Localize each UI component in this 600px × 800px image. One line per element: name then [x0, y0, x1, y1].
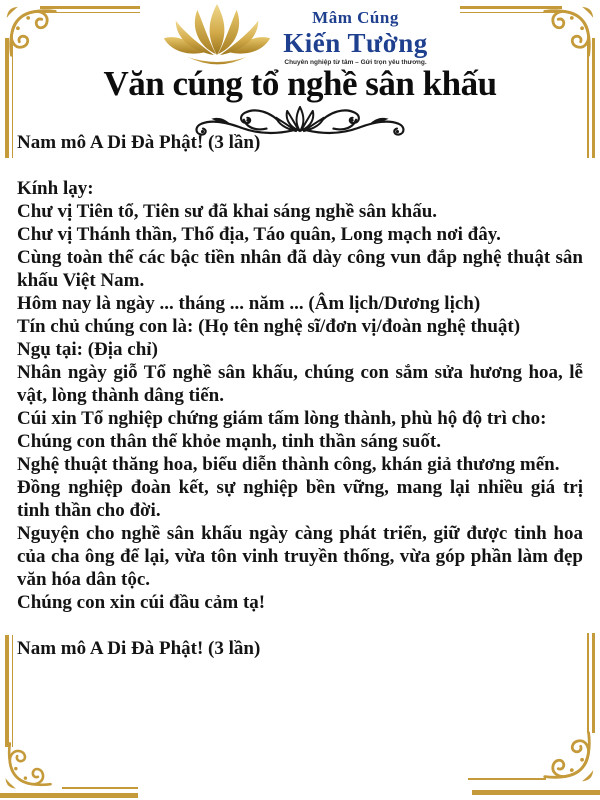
brand-name-bottom: Kiến Tường — [283, 28, 428, 58]
corner-flourish-icon — [541, 3, 597, 59]
prayer-line: Chúng con thân thể khỏe mạnh, tinh thần sáng suốt. — [17, 431, 441, 452]
frame-bottom-bar-left — [0, 793, 138, 798]
prayer-line: Cúi xin Tổ nghiệp chứng giám tấm lòng thành, phù hộ độ trì cho: — [17, 408, 547, 429]
page-title: Văn cúng tổ nghề sân khấu — [103, 64, 497, 103]
brand-tagline: Chuyên nghiệp từ tâm – Gửi trọn yêu thương. — [284, 59, 427, 66]
corner-flourish-icon — [541, 729, 597, 785]
prayer-line: Nam mô A Di Đà Phật! (3 lần) — [17, 638, 261, 659]
prayer-line: Nhân ngày giỗ Tổ nghề sân khấu, chúng con sắm sửa hương hoa, lễ vật, lòng thành dâng tiến. — [17, 362, 583, 406]
prayer-line: Chúng con xin cúi đầu cảm tạ! — [17, 592, 266, 613]
brand-name-top: Mâm Cúng — [312, 8, 399, 27]
corner-flourish-icon — [3, 3, 59, 59]
prayer-line: Nam mô A Di Đà Phật! (3 lần) — [17, 132, 261, 153]
prayer-text — [0, 131, 600, 660]
prayer-line: Kính lạy: — [17, 178, 94, 199]
prayer-line: Tín chủ chúng con là: (Họ tên nghệ sĩ/đơn vị/đoàn nghệ thuật) — [17, 316, 521, 337]
frame-bottom-line-left-inner — [62, 787, 138, 789]
prayer-line: Đồng nghiệp đoàn kết, sự nghiệp bền vững, mang lại nhiều giá trị tinh thần cho đời. — [17, 477, 583, 521]
prayer-line: Nguyện cho nghề sân khấu ngày càng phát triển, giữ được tinh hoa của cha ông để lại, vừa tôn vinh truyền thống, vừa góp phần làm đẹp văn hóa dân tộc. — [17, 523, 583, 590]
prayer-line: Hôm nay là ngày ... tháng ... năm ... (Âm lịch/Dương lịch) — [17, 293, 481, 314]
prayer-line: Nghệ thuật thăng hoa, biểu diễn thành công, khán giả thương mến. — [17, 454, 560, 475]
prayer-line: Chư vị Tiên tổ, Tiên sư đã khai sáng nghề sân khấu. — [17, 201, 438, 222]
prayer-line: Ngụ tại: (Địa chỉ) — [17, 339, 158, 360]
frame-bottom-bar-right — [472, 790, 600, 795]
frame-bottom-line-right-inner — [468, 778, 546, 780]
corner-flourish-icon — [2, 740, 54, 792]
brand-block — [278, 9, 433, 67]
prayer-line: Cùng toàn thể các bậc tiền nhân đã dày công vun đắp nghệ thuật sân khấu Việt Nam. — [17, 247, 583, 291]
lotus-icon — [158, 1, 276, 71]
prayer-line: Chư vị Thánh thần, Thổ địa, Táo quân, Long mạch nơi đây. — [17, 224, 501, 245]
